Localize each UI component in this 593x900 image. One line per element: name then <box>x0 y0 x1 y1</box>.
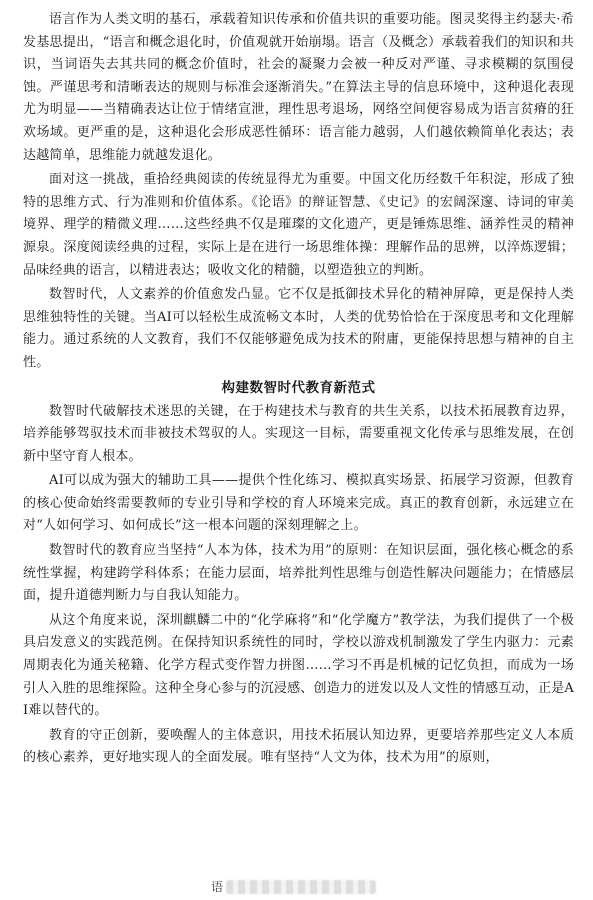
paragraph: 教育的守正创新，要唤醒人的主体意识，用技术拓展认知边界，更要培养那些定义人本质的核心素养，更好地实现人的全面发展。唯有坚持“人文为体，技术为用”的原则， <box>23 727 574 766</box>
page-footer <box>0 876 593 900</box>
paragraph: 面对这一挑战，重拾经典阅读的传统显得尤为重要。中国文化历经数千年积淀，形成了独特的思维方式、行为准则和价值体系。《论语》的辩证智慧、《史记》的宏阔深邃、诗词的审美境界、理学的精微义理……这些经典不仅是璀璨的文化遗产，更是锤炼思维、涵养性灵的精神源泉。深度阅读经典的过程，实际上是在进行一场思维体操：理解作品的思辨，以淬炼逻辑；品味经典的语言，以精进表达；吸收文化的精髓，以塑造独立的判断。 <box>23 172 574 278</box>
footer-label: 语 <box>211 880 224 894</box>
article-body <box>23 9 574 772</box>
paragraph: AI可以成为强大的辅助工具——提供个性化练习、模拟真实场景、拓展学习资源，但教育的核心使命始终需要教师的专业引导和学校的育人环境来完成。真正的教育创新，永远建立在对“人如何学习、如何成长”这一根本问题的深刻理解之上。 <box>23 473 574 534</box>
section-heading: 构建数智时代教育新范式 <box>221 379 376 396</box>
paragraph: 语言作为人类文明的基石，承载着知识传承和价值共识的重要功能。图灵奖得主约瑟夫·希发基思提出，“语言和概念退化时，价值观就开始崩塌。语言（及概念）承载着我们的知识和共识，当词语失去其共同的概念价值时，社会的凝聚力会被一种反对严谨、寻求模糊的氛围侵蚀。严谨思考和清晰表达的规则与标准会逐渐消失。”在算法主导的信息环境中，这种退化表现尤为明显——当精确表达让位于情绪宣泄，理性思考退场，网络空间便容易成为语言贫瘠的狂欢场域。更严重的是，这种退化会形成恶性循环：语言能力越弱，人们越依赖简单化表达；表达越简单，思维能力就越发退化。 <box>23 12 574 163</box>
paragraph: 数智时代的教育应当坚持“人本为体，技术为用”的原则：在知识层面，强化核心概念的系统性掌握，构建跨学科体系；在能力层面，培养批判性思维与创造性解决问题能力；在情感层面，提升道德判断力与自我认知能力。 <box>23 543 574 604</box>
paragraph: 从这个角度来说，深圳麒麟二中的“化学麻将”和“化学魔方”教学法，为我们提供了一个极具启发意义的实践范例。在保持知识系统性的同时，学校以游戏机制激发了学生内驱力：元素周期表化为通关秘籍、化学方程式变作智力拼图……学习不再是机械的记忆负担，而成为一场引人入胜的思维探险。这种全身心参与的沉浸感、创造力的迸发以及人文性的情感互动，正是AI难以替代的。 <box>23 612 574 719</box>
paragraph: 数智时代，人文素养的价值愈发凸显。它不仅是抵御技术异化的精神屏障，更是保持人类思维独特性的关键。当AI可以轻松生成流畅文本时，人类的优势恰恰在于深度思考和文化理解能力。通过系统的人文教育，我们不仅能够避免成为技术的附庸，更能保持思想与精神的自主性。 <box>23 287 574 370</box>
paragraph: 数智时代破解技术迷思的关键，在于构建技术与教育的共生关系，以技术拓展教育边界，培养能够驾驭技术而非被技术驾驭的人。实现这一目标，需要重视文化传承与思维发展，在创新中坚守育人根本。 <box>23 403 574 464</box>
blurred-footer-text <box>226 880 376 894</box>
